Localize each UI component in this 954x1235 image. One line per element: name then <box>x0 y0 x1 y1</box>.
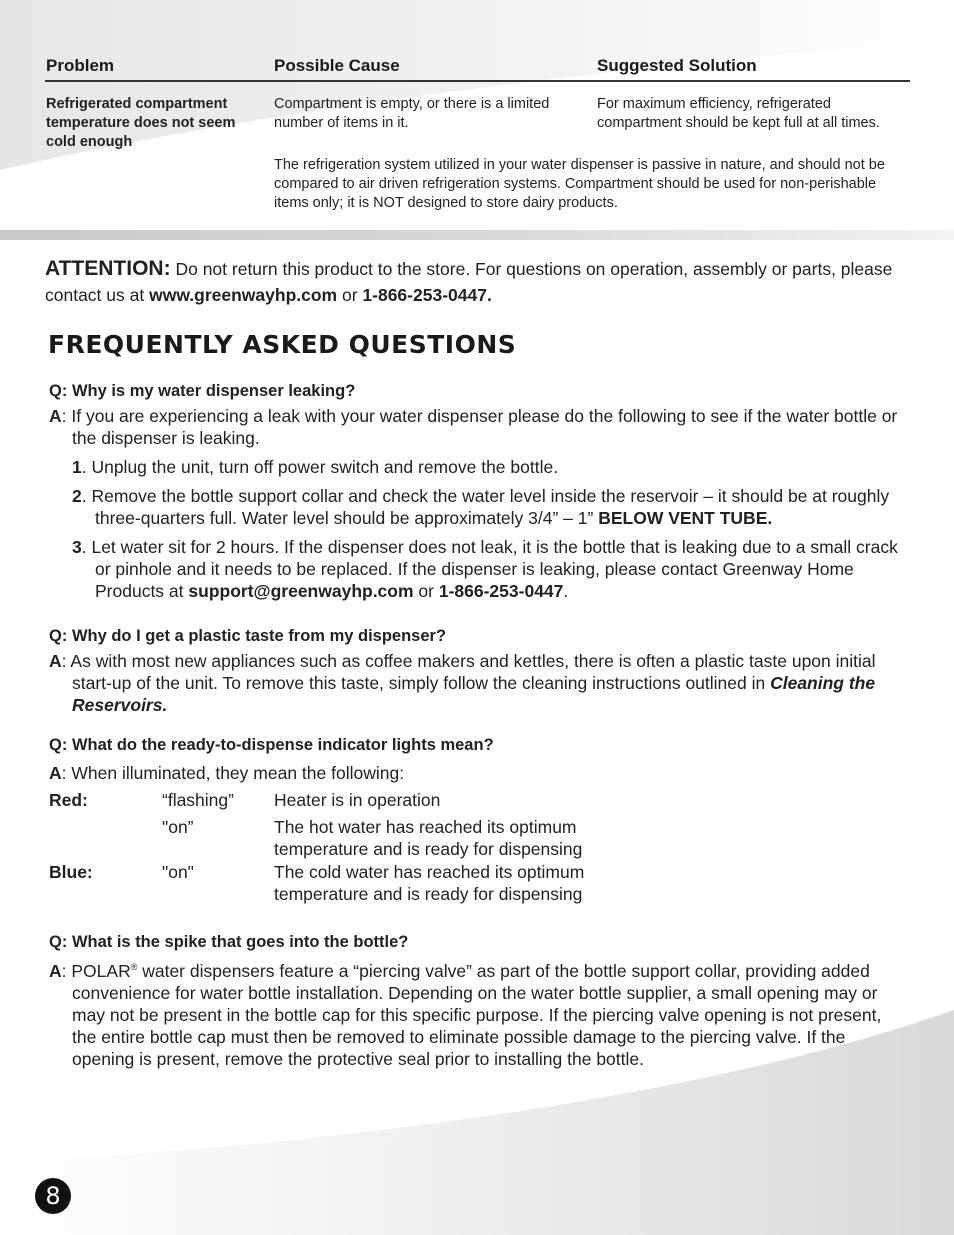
faq-answer: A: As with most new appliances such as coffee makers and kettles, there is often a plastic taste upon initial start-up of the unit. To remove this taste, simply follow the cleaning instructions outlined in Cleaning the Reservoirs. <box>49 651 876 715</box>
faq-question: Q: Why is my water dispenser leaking? <box>49 382 356 400</box>
faq-title: FREQUENTLY ASKED QUESTIONS <box>48 330 517 359</box>
page-number: 8 <box>35 1178 71 1214</box>
faq-answer: A: If you are experiencing a leak with your water dispenser please do the following to see if the water bottle or the dispenser is leaking. <box>49 406 898 448</box>
faq-answer: A: When illuminated, they mean the following: <box>49 763 405 783</box>
step-3: 3. Let water sit for 2 hours. If the dispenser does not leak, it is the bottle that is leaking due to a small crack or pinhole and it needs to be replaced. If the dispenser is leaking, please contact Greenway Home Products at support@greenwayhp.com or 1-866-253-0447. <box>72 537 898 601</box>
step-2: 2. Remove the bottle support collar and check the water level inside the reservoir – it should be at roughly three-quarters full. Water level should be approximately 3/4” – 1” BELOW VENT TUBE. <box>72 486 890 528</box>
problem-text: Refrigerated compartment temperature does not seem cold enough <box>46 96 236 150</box>
faq-question: Q: What is the spike that goes into the bottle? <box>49 933 409 951</box>
header-suggested-solution: Suggested Solution <box>597 56 757 75</box>
faq-answer: A: POLAR® water dispensers feature a “piercing valve” as part of the bottle support collar, providing added convenience for water bottle installation. Depending on the water bottle supplier, a small opening may or may not be present in the bottle cap for this specific purpose. If the piercing valve opening is not present, the entire bottle cap must then be removed to eliminate possible damage to the piercing valve. If the opening is present, remove the protective seal prior to installing the bottle. <box>49 960 882 1069</box>
light-row: Red: “flashing” Heater is in operation <box>49 790 441 810</box>
attention-heading: ATTENTION: <box>45 257 171 280</box>
solution-text-1: For maximum efficiency, refrigerated compartment should be kept full at all times. <box>597 96 880 131</box>
cause-text-2: The refrigeration system utilized in your water dispenser is passive in nature, and should not be compared to air driven refrigeration systems. Compartment should be used for non-perishable items only; it is NOT designed to store dairy products. <box>274 157 885 211</box>
faq-question: Q: What do the ready-to-dispense indicator lights mean? <box>49 736 494 754</box>
cause-text-1: Compartment is empty, or there is a limited number of items in it. <box>274 96 550 131</box>
faq-item-indicator-lights <box>49 734 909 905</box>
indicator-lights-table <box>49 789 909 905</box>
light-row: "on” The hot water has reached its optimum temperature and is ready for dispensing <box>162 817 583 859</box>
faq-question: Q: Why do I get a plastic taste from my dispenser? <box>49 627 447 645</box>
table-header-rule <box>45 80 910 82</box>
faq-item-leaking <box>49 380 909 609</box>
header-possible-cause: Possible Cause <box>274 56 400 75</box>
faq-item-spike <box>49 931 909 1070</box>
phone-number: 1-866-253-0447. <box>362 285 492 305</box>
step-1: 1. Unplug the unit, turn off power switch and remove the bottle. <box>72 457 559 477</box>
support-email[interactable]: support@greenwayhp.com <box>188 581 414 601</box>
attention-or: or <box>337 285 363 305</box>
light-row: Blue: "on" The cold water has reached its optimum temperature and is ready for dispensing <box>49 862 585 904</box>
header-problem: Problem <box>46 56 115 75</box>
website-link[interactable]: www.greenwayhp.com <box>149 285 338 305</box>
section-divider <box>0 230 954 240</box>
faq-steps <box>49 456 909 602</box>
attention-text: Do not return this product to the store. For questions on operation, assembly or parts, please contact us at <box>45 259 893 305</box>
faq-item-plastic-taste <box>49 625 909 716</box>
attention-notice <box>45 256 905 308</box>
